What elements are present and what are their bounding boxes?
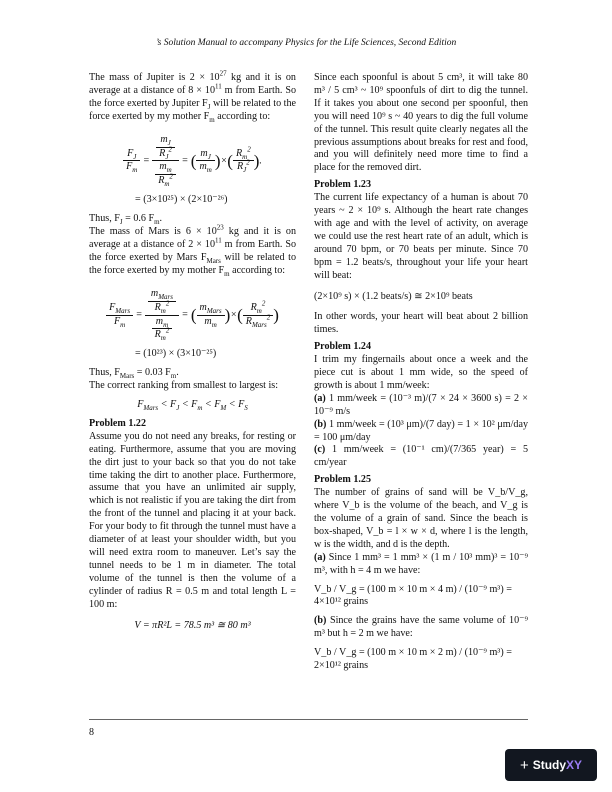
- jupiter-ratio-equation: $\frac{F_J}{F_m}$ = $\frac{m_J}{R_J^2}$ $\frac{m_m}{R_m^2}$ = ( $\frac{m_J}{m_m}$ )×( $\frac{R_m^2}{R_J^2}$ ).: [89, 134, 296, 189]
- heartbeat-equation: (2×10⁹ s) × (1.2 beats/s) ≅ 2×10⁹ beats: [314, 290, 473, 302]
- problem-1-24-text: I trim my fingernails about once a week and the piece cut is about 1 mm wide, so the speed of growth is about 1 mm/week:: [314, 354, 528, 391]
- ranking-equation: $F_{Mars} < F_J < F_m < F_M < F_S$: [137, 399, 248, 413]
- problem-1-22-title: Problem 1.22: [89, 417, 147, 429]
- problem-1-23-text: The current life expectancy of a human is about 70 years ~ 2 × 10⁹ s. Although the heart rate changes with age and with the level of activity, on average we could use the rest heart rate of an adult, which is around 70 bpm, or 70 beats per minute. Since 70 bpm = 1.2 beats/s, throughout your life your heart will beat:: [314, 192, 528, 281]
- spoonful-paragraph: Since each spoonful is about 5 cm³, it will take 80 m³ / 5 cm³ ~ 10⁹ spoonfuls of dirt to dig the tunnel. If it takes you about one second per spoonful, then you will need 10⁹ s ~ 40 years to dig the full volume of the tunnel. This result quite clearly negates all the previous assumptions about breaks for rest and food, and you will definitely need more time to find a place for the removed dirt.: [314, 72, 528, 174]
- problem-1-25-title: Problem 1.25: [314, 474, 372, 486]
- right-column: [314, 72, 528, 679]
- ranking-intro: The correct ranking from smallest to largest is:: [89, 380, 279, 392]
- page-number: 8: [89, 727, 94, 738]
- mars-result: Thus, $F_{Mars} = 0.03$ $F_m$.: [89, 367, 179, 381]
- problem-1-23-title: Problem 1.23: [314, 179, 372, 191]
- jupiter-numeric-equation: = (3×10²⁵) × (2×10⁻²⁶): [135, 194, 228, 206]
- problem-1-25-text: The number of grains of sand will be V_b/V_g, where V_b is the volume of the beach, and V_g is the volume of a grain of sand. Since the beach is box-shaped, V_b = l × w × d, where l is the length, w is the width, and d is the depth.: [314, 487, 528, 550]
- part-a-sand: (a) Since 1 mm³ = 1 mm³ × (1 m / 10³ mm)³ = 10⁻⁹ m³, with h = 4 m we have:: [314, 551, 528, 576]
- mars-numeric-equation: = (10²³) × (3×10⁻²⁵): [135, 348, 217, 360]
- problem-1-24-title: Problem 1.24: [314, 341, 372, 353]
- sand-grains-equation-b: V_b / V_g = (100 m × 10 m × 2 m) / (10⁻⁹ m³) = 2×10¹² grains: [314, 647, 512, 672]
- tunnel-volume-equation: V = πR²L = 78.5 m³ ≅ 80 m³: [134, 619, 251, 631]
- jupiter-result: Thus, $F_J = 0.6$ $F_m$.: [89, 213, 163, 227]
- problem-1-22-text: Assume you do not need any breaks, for resting or eating. Furthermore, assume that you are moving the dirt just to your back so that you do not take time taking the dirt to another place. Furthermore, assume that you have an unlimited air supply, which is not realistic if you are taking the dirt from the front of the tunnel and placing it at your back. For your body to fit through the tunnel must have a diameter of at least your shoulder width, but you will need extra room to maneuver. Let’s say the tunnel needs to be 1 m in diameter. The total volume of the tunnel is then the volume of a cylinder of radius R = 0.5 m and total length L = 100 m:: [89, 430, 296, 610]
- plus-icon: +: [519, 756, 529, 774]
- studyxy-logo: + Study XY: [505, 749, 597, 781]
- part-b-sand: (b) Since the grains have the same volume of 10⁻⁹ m³ but h = 2 m we have:: [314, 615, 528, 640]
- jupiter-paragraph: The mass of Jupiter is $2 \times 10^{27}$ kg and it is on average at a distance of $8 \times 10^{11}$ m from Earth. So the force exerted by Jupiter $F_J$ will be related to the force exerted by my mother $F_m$ according to:: [89, 69, 297, 124]
- running-header: ’s Solution Manual to accompany Physics for the Life Sciences, Second Edition: [155, 38, 457, 48]
- mars-ratio-equation: $F_{Mars}$ $F_m$ = $m_{Mars}$ $R_m^2$ $\frac{m_m}{R_m^2}$ = ( $m_{Mars}$ $m_m$ )×( $R_m^2$ $R_{Mars}^2$ ): [89, 288, 296, 343]
- part-b-growth: (b) 1 mm/week = (10³ μm)/(7 day) = 1 × 10² μm/day = 100 μm/day: [314, 418, 528, 443]
- sand-grains-equation-a: V_b / V_g = (100 m × 10 m × 4 m) / (10⁻⁹ m³) = 4×10¹² grains: [314, 583, 512, 608]
- footer-rule: [89, 719, 528, 720]
- part-c-growth: (c) 1 mm/week = (10⁻¹ cm)/(7/365 year) = 5 cm/year: [314, 444, 528, 469]
- problem-1-23-conclusion: In other words, your heart will beat about 2 billion times.: [314, 311, 528, 336]
- part-a-growth: (a) 1 mm/week = (10⁻³ m)/(7 × 24 × 3600 s) = 2 × 10⁻⁹ m/s: [314, 392, 528, 417]
- left-column: [89, 69, 297, 638]
- mars-paragraph: The mass of Mars is $6 \times 10^{23}$ kg and it is on average at a distance of $2 \times 10^{11}$ m from Earth. So the force exerted by Mars $F_{Mars}$ will be related to the force exerted by my mother $F_m$ according to:: [89, 223, 297, 278]
